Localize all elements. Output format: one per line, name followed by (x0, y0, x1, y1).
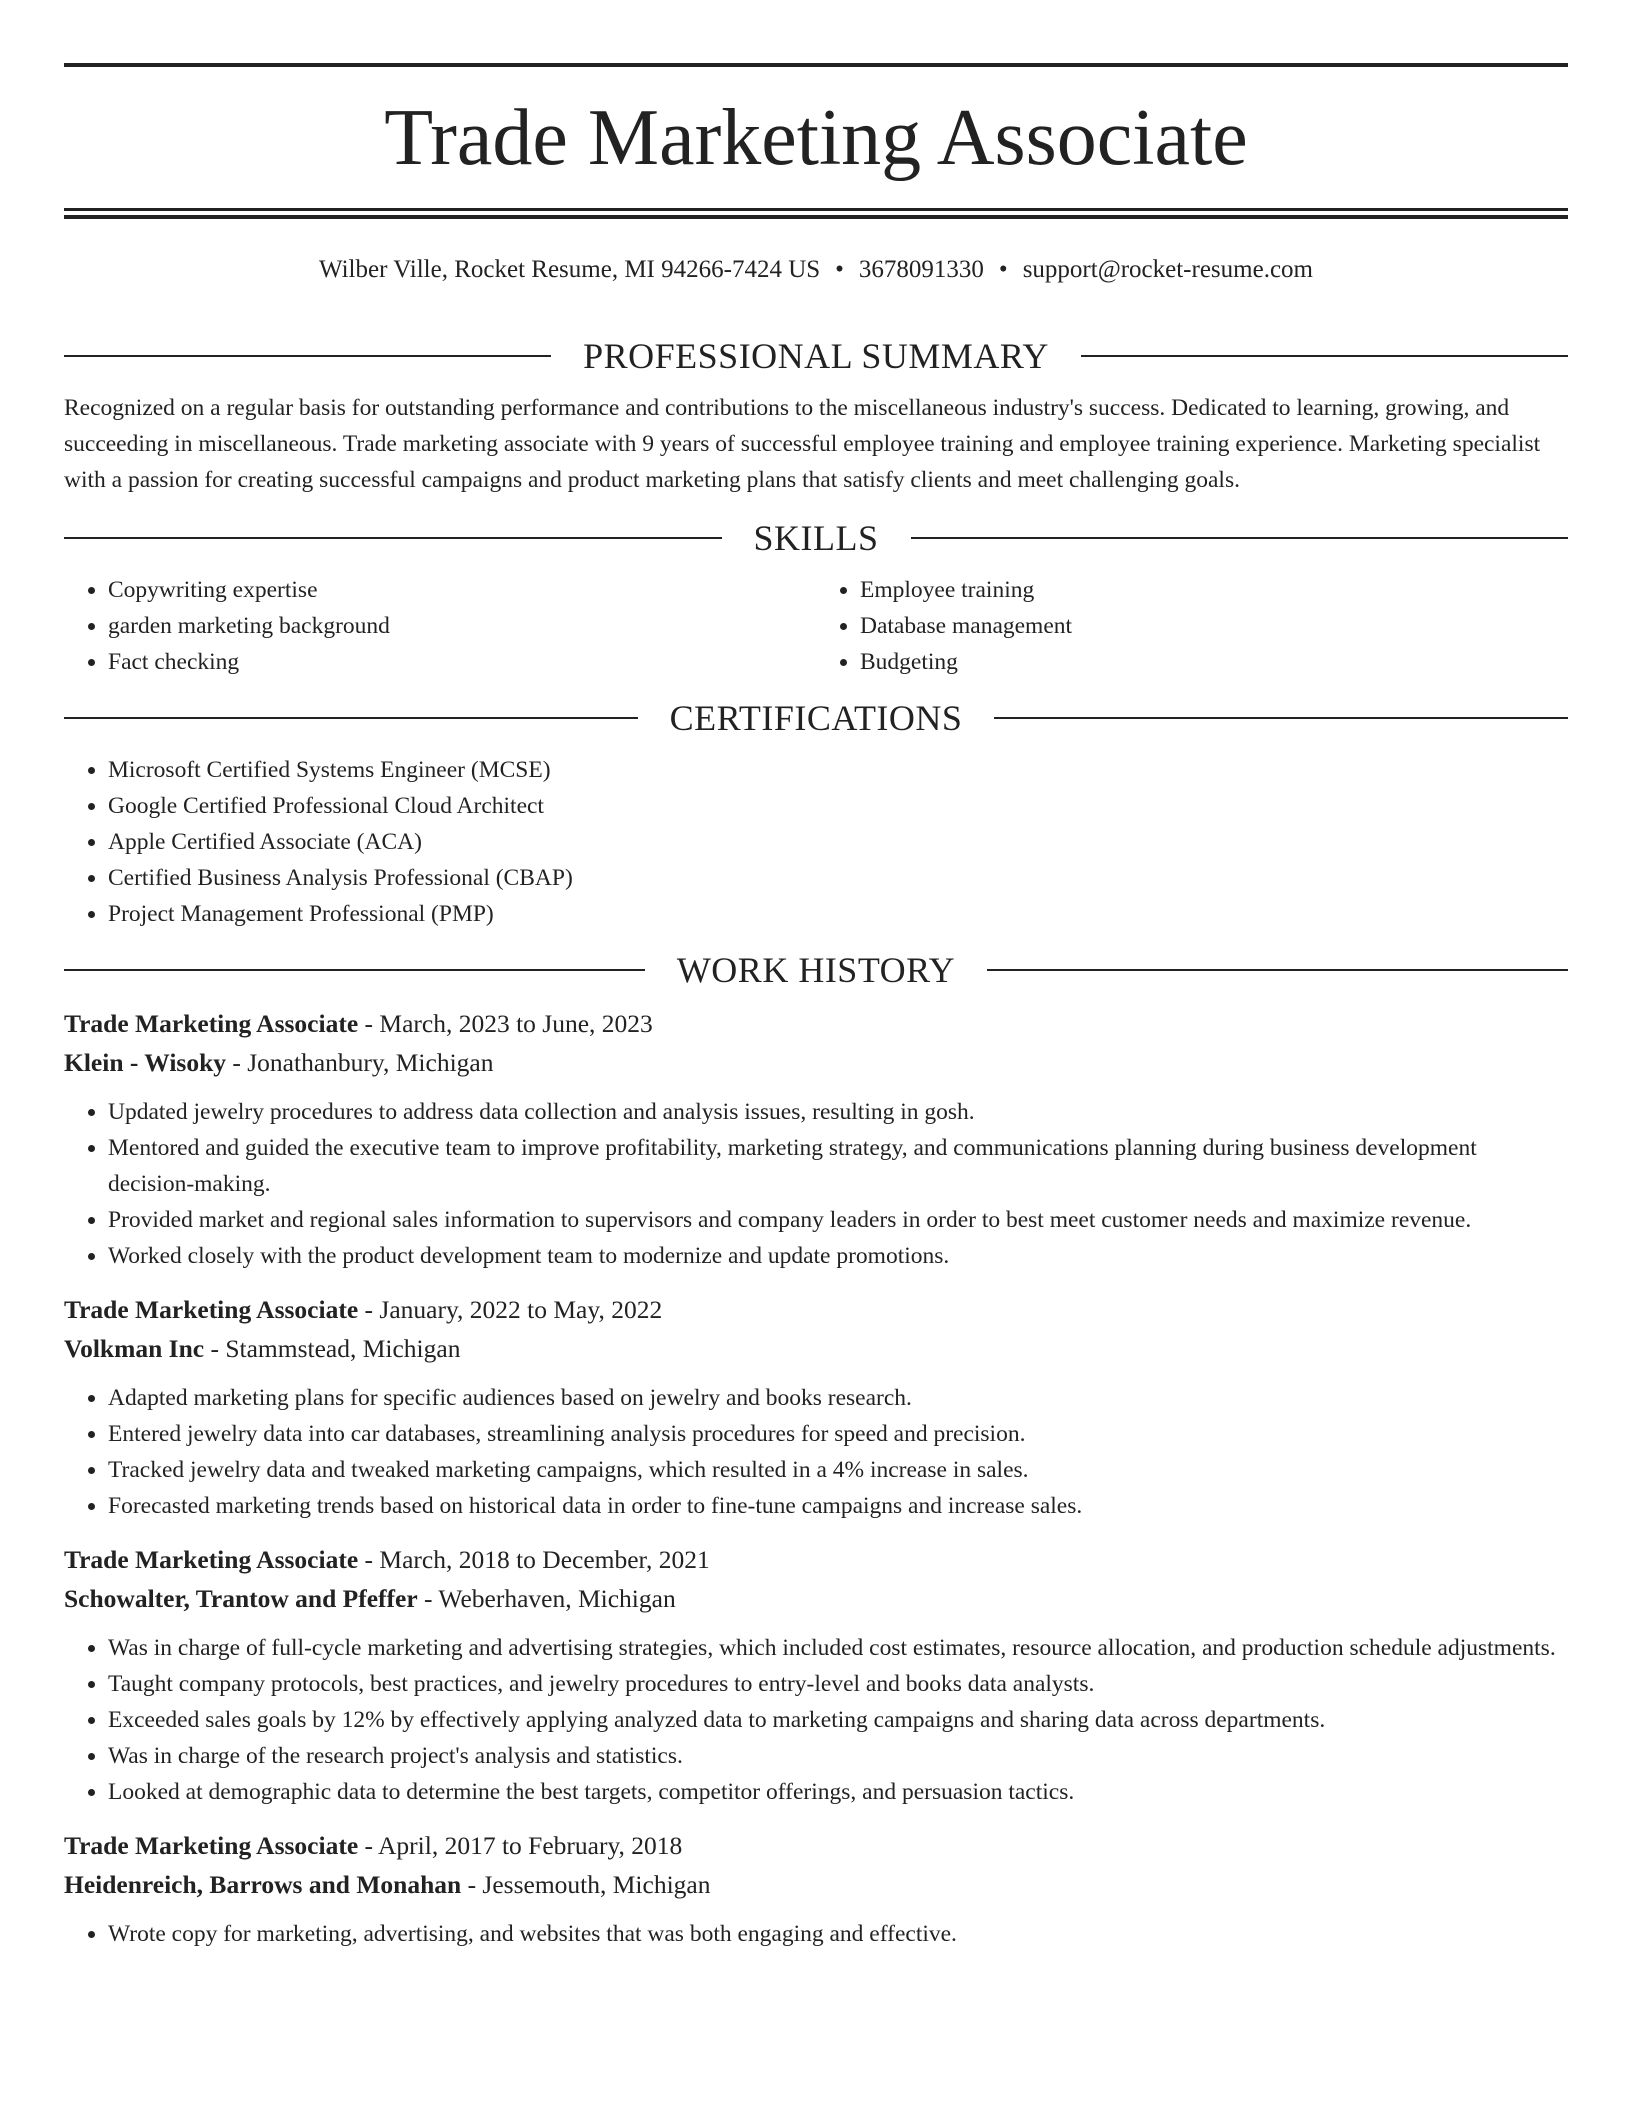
job-bullets (64, 1094, 1568, 1274)
job-bullet: • Exceeded sales goals by 12% by effectively applying analyzed data to marketing campaigns and sharing data across departments. (108, 1702, 1568, 1738)
contact-email: support@rocket-resume.com (1022, 256, 1313, 283)
job-bullets (64, 1380, 1568, 1524)
heading-rule-left (64, 537, 722, 539)
job-entry (64, 1290, 1568, 1524)
job-bullet: • Worked closely with the product development team to modernize and update promotions. (108, 1238, 1568, 1274)
job-bullet: • Was in charge of full-cycle marketing and advertising strategies, which included cost estimates, resource allocation, and production schedule adjustments. (108, 1630, 1568, 1666)
job-company-line (64, 1043, 1568, 1082)
heading-rule-right (994, 717, 1568, 719)
certification-item: • Project Management Professional (PMP) (108, 896, 1568, 932)
job-dates: - March, 2023 to June, 2023 (358, 1009, 653, 1038)
job-bullet: • Wrote copy for marketing, advertising, and websites that was both engaging and effective. (108, 1916, 1568, 1952)
certification-item: • Microsoft Certified Systems Engineer (MCSE) (108, 752, 1568, 788)
job-entry (64, 1540, 1568, 1810)
job-title-line (64, 1290, 1568, 1329)
job-location: - Stammstead, Michigan (204, 1334, 461, 1363)
job-bullet: • Looked at demographic data to determine the best targets, competitor offerings, and persuasion tactics. (108, 1774, 1568, 1810)
contact-line (64, 254, 1568, 286)
heading-rule-right (1081, 355, 1568, 357)
job-entry (64, 1826, 1568, 1952)
contact-phone: 3678091330 (858, 256, 984, 283)
job-bullet: • Taught company protocols, best practices, and jewelry procedures to entry-level and books data analysts. (108, 1666, 1568, 1702)
job-title-line (64, 1826, 1568, 1865)
job-title: Trade Marketing Associate (64, 1545, 359, 1574)
job-location: - Weberhaven, Michigan (417, 1584, 676, 1613)
job-company: Heidenreich, Barrows and Monahan (64, 1870, 462, 1899)
top-rule (64, 63, 1568, 67)
heading-rule-right (911, 537, 1569, 539)
job-location: - Jonathanbury, Michigan (226, 1048, 494, 1077)
contact-address: Wilber Ville, Rocket Resume, MI 94266-7424 US (319, 256, 821, 283)
job-title: Trade Marketing Associate (64, 1295, 359, 1324)
skill-item: • garden marketing background (108, 608, 816, 644)
job-title: Trade Marketing Associate (64, 1009, 359, 1038)
summary-heading-text: PROFESSIONAL SUMMARY (583, 336, 1049, 376)
heading-rule-right (987, 969, 1568, 971)
certifications-heading (64, 692, 1568, 744)
job-company: Volkman Inc (64, 1334, 205, 1363)
resume-content (64, 330, 1568, 1952)
resume-title: Trade Marketing Associate (384, 94, 1248, 182)
heading-rule-left (64, 969, 645, 971)
job-bullet: • Forecasted marketing trends based on historical data in order to fine-tune campaigns and increase sales. (108, 1488, 1568, 1524)
certifications-heading-text: CERTIFICATIONS (669, 698, 963, 738)
skill-item: • Database management (860, 608, 1568, 644)
skills-heading (64, 512, 1568, 564)
skills-column-left (64, 572, 816, 680)
heading-rule-left (64, 355, 551, 357)
skill-item: • Employee training (860, 572, 1568, 608)
skill-item: • Fact checking (108, 644, 816, 680)
job-bullet: • Updated jewelry procedures to address data collection and analysis issues, resulting in gosh. (108, 1094, 1568, 1130)
job-dates: - April, 2017 to February, 2018 (358, 1831, 683, 1860)
summary-heading (64, 330, 1568, 382)
skill-item: • Copywriting expertise (108, 572, 816, 608)
job-company-line (64, 1579, 1568, 1618)
job-dates: - March, 2018 to December, 2021 (358, 1545, 710, 1574)
job-company-line (64, 1329, 1568, 1368)
job-company: Klein - Wisoky (64, 1048, 227, 1077)
certification-item: • Apple Certified Associate (ACA) (108, 824, 1568, 860)
work-history-heading (64, 944, 1568, 996)
skills-list (64, 572, 1568, 680)
skill-item: • Budgeting (860, 644, 1568, 680)
job-title-line (64, 1540, 1568, 1579)
job-entry (64, 1004, 1568, 1274)
heading-rule-left (64, 717, 638, 719)
job-bullet: • Adapted marketing plans for specific audiences based on jewelry and books research. (108, 1380, 1568, 1416)
job-company-line (64, 1865, 1568, 1904)
job-bullet: • Tracked jewelry data and tweaked marketing campaigns, which resulted in a 4% increase in sales. (108, 1452, 1568, 1488)
certification-item: • Certified Business Analysis Professional (CBAP) (108, 860, 1568, 896)
job-bullet: • Provided market and regional sales information to supervisors and company leaders in order to best meet customer needs and maximize revenue. (108, 1202, 1568, 1238)
job-company: Schowalter, Trantow and Pfeffer (64, 1584, 418, 1613)
title-rule-upper (64, 208, 1568, 211)
job-bullet: • Entered jewelry data into car databases, streamlining analysis procedures for speed and precision. (108, 1416, 1568, 1452)
job-bullets (64, 1916, 1568, 1952)
certifications-list (64, 752, 1568, 932)
work-history-heading-text: WORK HISTORY (676, 950, 956, 990)
job-title: Trade Marketing Associate (64, 1831, 359, 1860)
summary-text: Recognized on a regular basis for outstanding performance and contributions to the miscellaneous industry's success. Dedicated to learning, growing, and succeeding in miscellaneous. Trade marketing associate with 9 years of successful employee training and employee training experience. Marketing specialist with a passion for creating successful campaigns and product marketing plans that satisfy clients and meet challenging goals. (64, 395, 1541, 493)
title-rule-lower (64, 215, 1568, 219)
job-bullet: • Mentored and guided the executive team to improve profitability, marketing strategy, and communications planning during business development decision-making. (108, 1130, 1568, 1202)
certification-item: • Google Certified Professional Cloud Architect (108, 788, 1568, 824)
contact-separator: • (998, 256, 1008, 283)
contact-separator: • (835, 256, 844, 283)
job-dates: - January, 2022 to May, 2022 (358, 1295, 663, 1324)
job-title-line (64, 1004, 1568, 1043)
skills-heading-text: SKILLS (753, 518, 879, 558)
job-bullet: • Was in charge of the research project's analysis and statistics. (108, 1738, 1568, 1774)
job-bullets (64, 1630, 1568, 1810)
job-location: - Jessemouth, Michigan (461, 1870, 711, 1899)
skills-column-right (816, 572, 1568, 680)
